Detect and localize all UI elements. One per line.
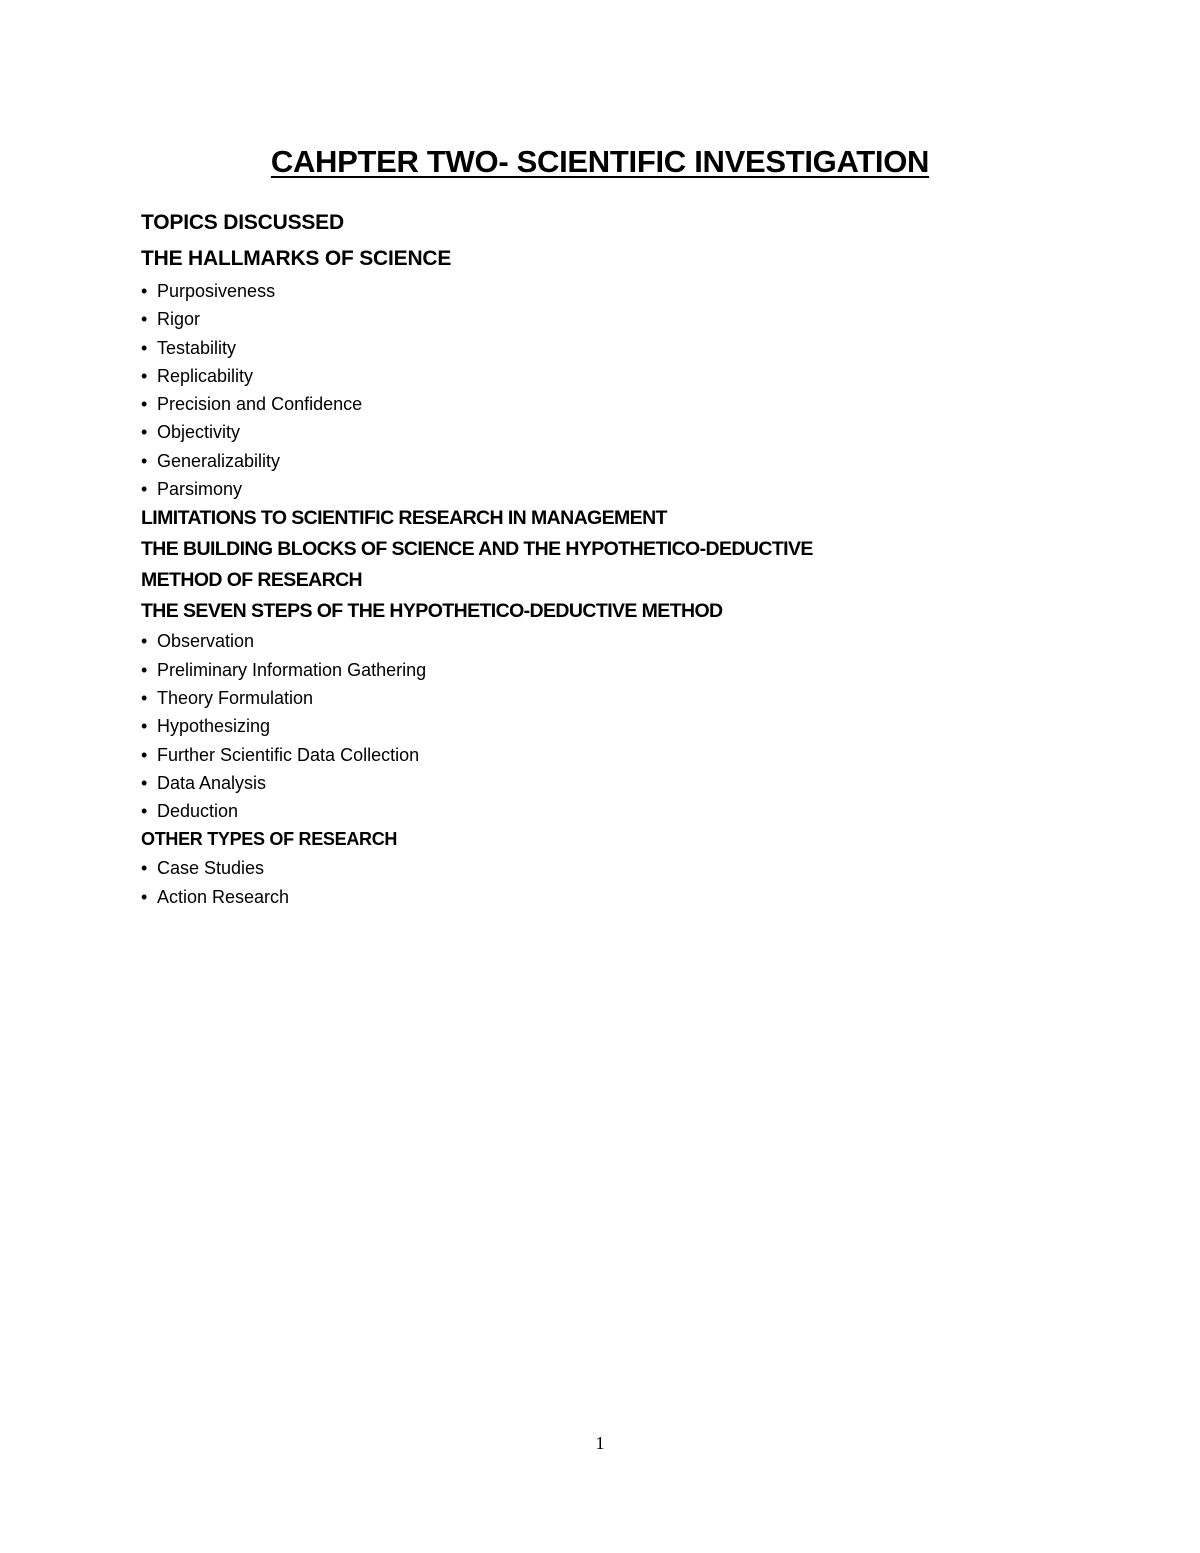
list-item: [141, 305, 1041, 333]
list-item: [141, 447, 1041, 475]
building-blocks-heading-line2: METHOD OF RESEARCH: [141, 569, 363, 592]
bullet-icon: •: [141, 631, 148, 652]
list-item-label: Parsimony: [157, 479, 243, 500]
list-item-label: Objectivity: [157, 422, 241, 443]
list-item: [141, 362, 1041, 390]
bullet-icon: •: [141, 450, 148, 471]
bullet-icon: •: [141, 886, 148, 907]
bullet-icon: •: [141, 858, 148, 879]
list-item: [141, 769, 1041, 797]
list-item-label: Precision and Confidence: [157, 394, 363, 415]
list-item-label: Hypothesizing: [157, 716, 271, 737]
list-item: [141, 277, 1041, 305]
document-content: [141, 205, 1041, 911]
list-item: [141, 475, 1041, 503]
seven-steps-list: [141, 627, 1041, 825]
other-types-heading: OTHER TYPES OF RESEARCH: [141, 829, 398, 850]
building-blocks-heading-line1: THE BUILDING BLOCKS OF SCIENCE AND THE HYPOTHETICO-DEDUCTIVE: [141, 538, 813, 561]
list-item-label: Deduction: [157, 801, 239, 822]
hallmarks-heading: THE HALLMARKS OF SCIENCE: [141, 247, 452, 270]
list-item-label: Action Research: [157, 886, 290, 907]
bullet-icon: •: [141, 337, 148, 358]
topics-heading: TOPICS DISCUSSED: [141, 211, 344, 234]
hallmarks-list: [141, 277, 1041, 503]
list-item-label: Case Studies: [157, 858, 265, 879]
list-item: [141, 390, 1041, 418]
bullet-icon: •: [141, 772, 148, 793]
list-item-label: Generalizability: [157, 450, 281, 471]
bullet-icon: •: [141, 744, 148, 765]
list-item-label: Observation: [157, 631, 255, 652]
bullet-icon: •: [141, 659, 148, 680]
bullet-icon: •: [141, 309, 148, 330]
list-item-label: Rigor: [157, 309, 201, 330]
list-item: [141, 712, 1041, 740]
list-item-label: Testability: [157, 337, 237, 358]
list-item: [141, 741, 1041, 769]
seven-steps-heading: THE SEVEN STEPS OF THE HYPOTHETICO-DEDUCTIVE METHOD: [141, 600, 723, 623]
list-item: [141, 797, 1041, 825]
bullet-icon: •: [141, 394, 148, 415]
list-item-label: Data Analysis: [157, 772, 267, 793]
list-item: [141, 656, 1041, 684]
limitations-heading: LIMITATIONS TO SCIENTIFIC RESEARCH IN MANAGEMENT: [141, 507, 667, 530]
list-item-label: Theory Formulation: [157, 687, 314, 708]
bullet-icon: •: [141, 422, 148, 443]
bullet-icon: •: [141, 716, 148, 737]
bullet-icon: •: [141, 281, 148, 301]
bullet-icon: •: [141, 365, 148, 386]
list-item-label: Further Scientific Data Collection: [157, 744, 420, 765]
bullet-icon: •: [141, 801, 148, 822]
list-item: [141, 334, 1041, 362]
other-types-list: [141, 854, 1041, 911]
list-item: [141, 684, 1041, 712]
chapter-title: CAHPTER TWO- SCIENTIFIC INVESTIGATION: [270, 144, 930, 179]
list-item: [141, 418, 1041, 446]
list-item-label: Preliminary Information Gathering: [157, 659, 427, 680]
list-item: [141, 854, 1041, 882]
bullet-icon: •: [141, 687, 148, 708]
bullet-icon: •: [141, 479, 148, 500]
list-item: [141, 883, 1041, 911]
list-item-label: Replicability: [157, 365, 254, 386]
list-item-label: Purposiveness: [157, 281, 276, 301]
list-item: [141, 627, 1041, 655]
page-number: 1: [595, 1433, 605, 1453]
